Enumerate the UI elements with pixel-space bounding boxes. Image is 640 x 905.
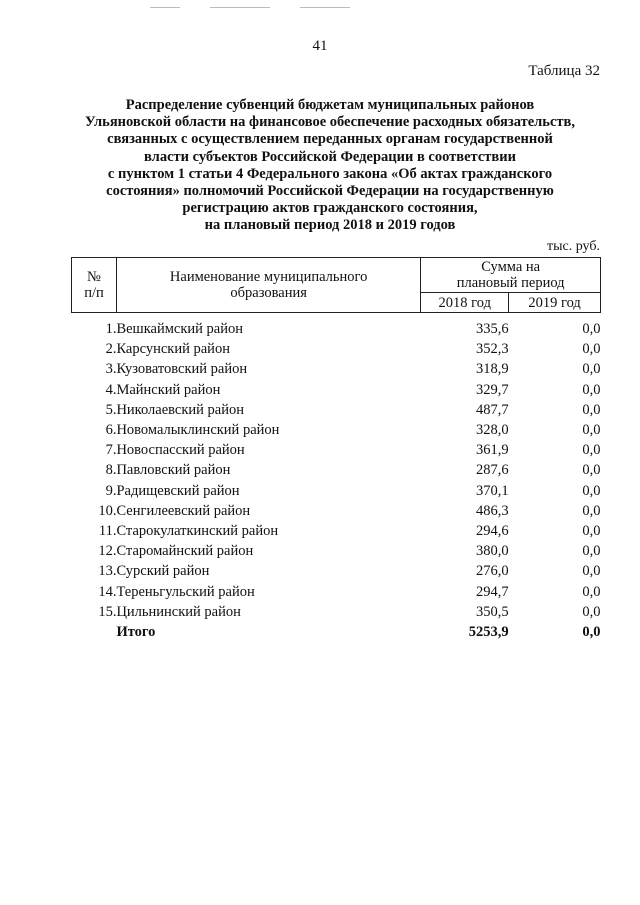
scan-artifact — [300, 7, 350, 8]
total-row-number — [72, 622, 117, 642]
row-name: Радищевский район — [116, 482, 240, 499]
total-row — [72, 622, 601, 642]
row-name: Николаевский район — [116, 401, 245, 418]
row-name: Майнский район — [116, 381, 221, 398]
title-line: Распределение субвенций бюджетам муниципальных районов — [125, 97, 535, 113]
row-number: 6. — [105, 422, 117, 439]
table-row — [72, 561, 601, 581]
table-row — [72, 521, 601, 541]
row-value-2019: 0,0 — [582, 603, 601, 620]
row-value-2019: 0,0 — [582, 522, 601, 539]
title-line: на плановый период 2018 и 2019 годов — [204, 217, 456, 234]
header-name: Наименование муниципального образования — [116, 258, 420, 313]
table-row — [72, 319, 601, 339]
row-value-2018: 350,5 — [476, 603, 509, 620]
row-name: Павловский район — [116, 462, 231, 479]
document-title — [60, 97, 600, 235]
title-line: регистрацию актов гражданского состояния, — [182, 200, 478, 217]
row-number: 4. — [105, 381, 117, 398]
row-value-2018: 294,6 — [476, 522, 509, 539]
scan-artifact — [210, 7, 270, 8]
row-value-2018: 318,9 — [476, 361, 509, 378]
row-value-2019: 0,0 — [582, 381, 601, 398]
subvention-table — [71, 257, 601, 642]
table-row — [72, 501, 601, 521]
scan-artifact — [150, 7, 180, 8]
table-row — [72, 541, 601, 561]
row-name: Цильнинский район — [116, 603, 241, 620]
row-number: 7. — [105, 442, 117, 459]
row-value-2019: 0,0 — [582, 442, 601, 459]
row-name: Новоспасский район — [116, 442, 245, 459]
row-number: 8. — [105, 462, 117, 479]
header-year-2018: 2018 год — [421, 293, 509, 313]
table-row — [72, 400, 601, 420]
row-number: 15. — [98, 603, 117, 620]
row-name: Тереньгульский район — [116, 583, 255, 600]
row-number: 2. — [105, 341, 117, 358]
row-name: Сурский район — [116, 563, 210, 580]
row-number: 12. — [98, 543, 117, 560]
title-line: с пунктом 1 статьи 4 Федерального закона «Об актах гражданского — [107, 165, 553, 182]
row-value-2019: 0,0 — [582, 341, 601, 358]
row-value-2019: 0,0 — [582, 563, 601, 580]
row-name: Сенгилеевский район — [116, 502, 251, 519]
row-name: Старокулаткинский район — [116, 522, 279, 539]
table-row — [72, 359, 601, 379]
row-value-2019: 0,0 — [582, 502, 601, 519]
row-number: 10. — [98, 502, 117, 519]
row-value-2018: 370,1 — [476, 482, 509, 499]
title-line: Ульяновской области на финансовое обеспечение расходных обязательств, — [85, 114, 575, 131]
header-number: № п/п — [72, 258, 117, 313]
row-value-2018: 329,7 — [476, 381, 509, 398]
row-number: 5. — [105, 401, 117, 418]
row-number: 1. — [105, 321, 117, 338]
row-value-2018: 276,0 — [476, 563, 509, 580]
row-value-2019: 0,0 — [582, 401, 601, 418]
row-name: Старомайнский район — [116, 543, 254, 560]
row-number: 9. — [105, 482, 117, 499]
row-value-2019: 0,0 — [582, 482, 601, 499]
row-value-2018: 380,0 — [476, 543, 509, 560]
row-value-2018: 294,7 — [476, 583, 509, 600]
row-name: Вешкаймский район — [116, 321, 244, 338]
row-value-2018: 335,6 — [476, 321, 509, 338]
table-row — [72, 481, 601, 501]
row-value-2019: 0,0 — [582, 583, 601, 600]
row-value-2019: 0,0 — [582, 543, 601, 560]
row-number: 11. — [98, 522, 117, 539]
title-line: власти субъектов Российской Федерации в соответствии — [144, 148, 516, 165]
table-row — [72, 420, 601, 440]
row-number: 14. — [98, 583, 117, 600]
row-value-2019: 0,0 — [582, 462, 601, 479]
row-value-2018: 486,3 — [476, 502, 509, 519]
total-label: Итого — [116, 623, 156, 640]
table-label: Таблица 32 — [528, 63, 600, 79]
table-row — [72, 380, 601, 400]
header-year-2019: 2019 год — [509, 293, 601, 313]
row-value-2018: 328,0 — [476, 422, 509, 439]
table-row — [72, 339, 601, 359]
total-value-2018: 5253,9 — [468, 623, 509, 640]
row-value-2019: 0,0 — [582, 361, 601, 378]
row-value-2018: 287,6 — [476, 462, 509, 479]
title-line: состояния» полномочий Российской Федерации на государственную — [106, 183, 554, 200]
row-value-2018: 352,3 — [476, 341, 509, 358]
table-row — [72, 602, 601, 622]
title-line: связанных с осуществлением переданных органам государственной — [107, 131, 553, 148]
row-name: Карсунский район — [116, 341, 230, 358]
table-row — [72, 460, 601, 480]
row-value-2019: 0,0 — [582, 321, 601, 338]
row-name: Новомалыклинский район — [116, 422, 280, 439]
row-value-2018: 361,9 — [476, 442, 509, 459]
row-name: Кузоватовский район — [116, 361, 248, 378]
row-number: 13. — [98, 563, 117, 580]
row-value-2019: 0,0 — [582, 422, 601, 439]
total-value-2019: 0,0 — [582, 623, 601, 640]
row-value-2018: 487,7 — [476, 401, 509, 418]
table-row — [72, 440, 601, 460]
page-number: 41 — [312, 38, 328, 54]
units-label: тыс. руб. — [547, 239, 600, 254]
row-number: 3. — [105, 361, 117, 378]
table-row — [72, 581, 601, 601]
header-sum: Сумма на плановый период — [421, 258, 601, 293]
